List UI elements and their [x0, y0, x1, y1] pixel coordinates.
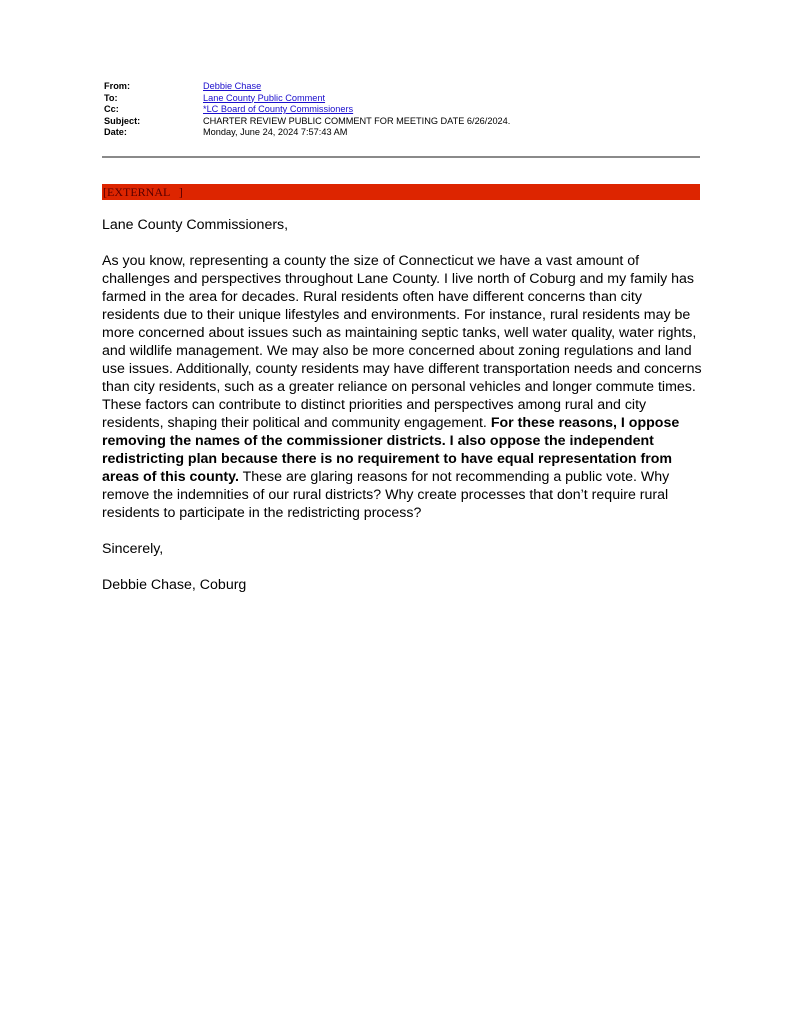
external-banner: [EXTERNAL ] [102, 184, 700, 200]
header-divider [102, 156, 700, 158]
subject-value: CHARTER REVIEW PUBLIC COMMENT FOR MEETING DATE 6/26/2024. [203, 115, 511, 126]
cc-link[interactable]: *LC Board of County Commissioners [203, 104, 354, 114]
main-paragraph [102, 252, 702, 522]
to-link[interactable]: Lane County Public Comment [203, 92, 326, 103]
to-label: To: [104, 92, 118, 103]
from-row [104, 81, 700, 93]
from-link[interactable]: Debbie Chase [203, 81, 262, 91]
subject-label: Subject: [104, 115, 141, 126]
date-row [104, 127, 700, 139]
subject-row [104, 116, 700, 128]
paragraph-text-start: As you know, representing a county the size of Connecticut we have a vast amount of challenges and perspectives throughout Lane County. I live north of Coburg and my family has farmed in the area for decades. Rural residents often have different concerns than city residents due to their unique lifestyles and environments. For instance, rural residents may be more concerned about issues such as maintaining septic tanks, well water quality, water rights, and wildlife management. We may also be more concerned about zoning regulations and land use issues. Additionally, county residents may have different transportation needs and concerns than city residents, such as a greater reliance on personal vehicles and longer commute times. These factors can contribute to distinct priorities and perspectives among rural and city residents, shaping their political and community engagement. [102, 253, 702, 431]
paragraph-bold-text: For these reasons, I oppose removing the names of the commissioner districts. I also oppose the independent redistricting plan because there is no requirement to have equal representation from areas of this county. [102, 415, 680, 485]
cc-label: Cc: [104, 104, 119, 114]
letter-body [102, 216, 702, 612]
to-row [104, 93, 700, 105]
paragraph-text-end: These are glaring reasons for not recommending a public vote. Why remove the indemnities of our rural districts? Why create processes that don’t require rural residents to participate in the redistricting process? [102, 469, 670, 521]
from-label: From: [104, 81, 131, 91]
salutation: Lane County Commissioners, [102, 217, 289, 233]
date-label: Date: [104, 127, 127, 137]
closing: Sincerely, [102, 541, 164, 557]
signature: Debbie Chase, Coburg [102, 577, 247, 593]
email-header [104, 81, 700, 139]
date-value: Monday, June 24, 2024 7:57:43 AM [203, 127, 348, 137]
cc-row [104, 104, 700, 116]
